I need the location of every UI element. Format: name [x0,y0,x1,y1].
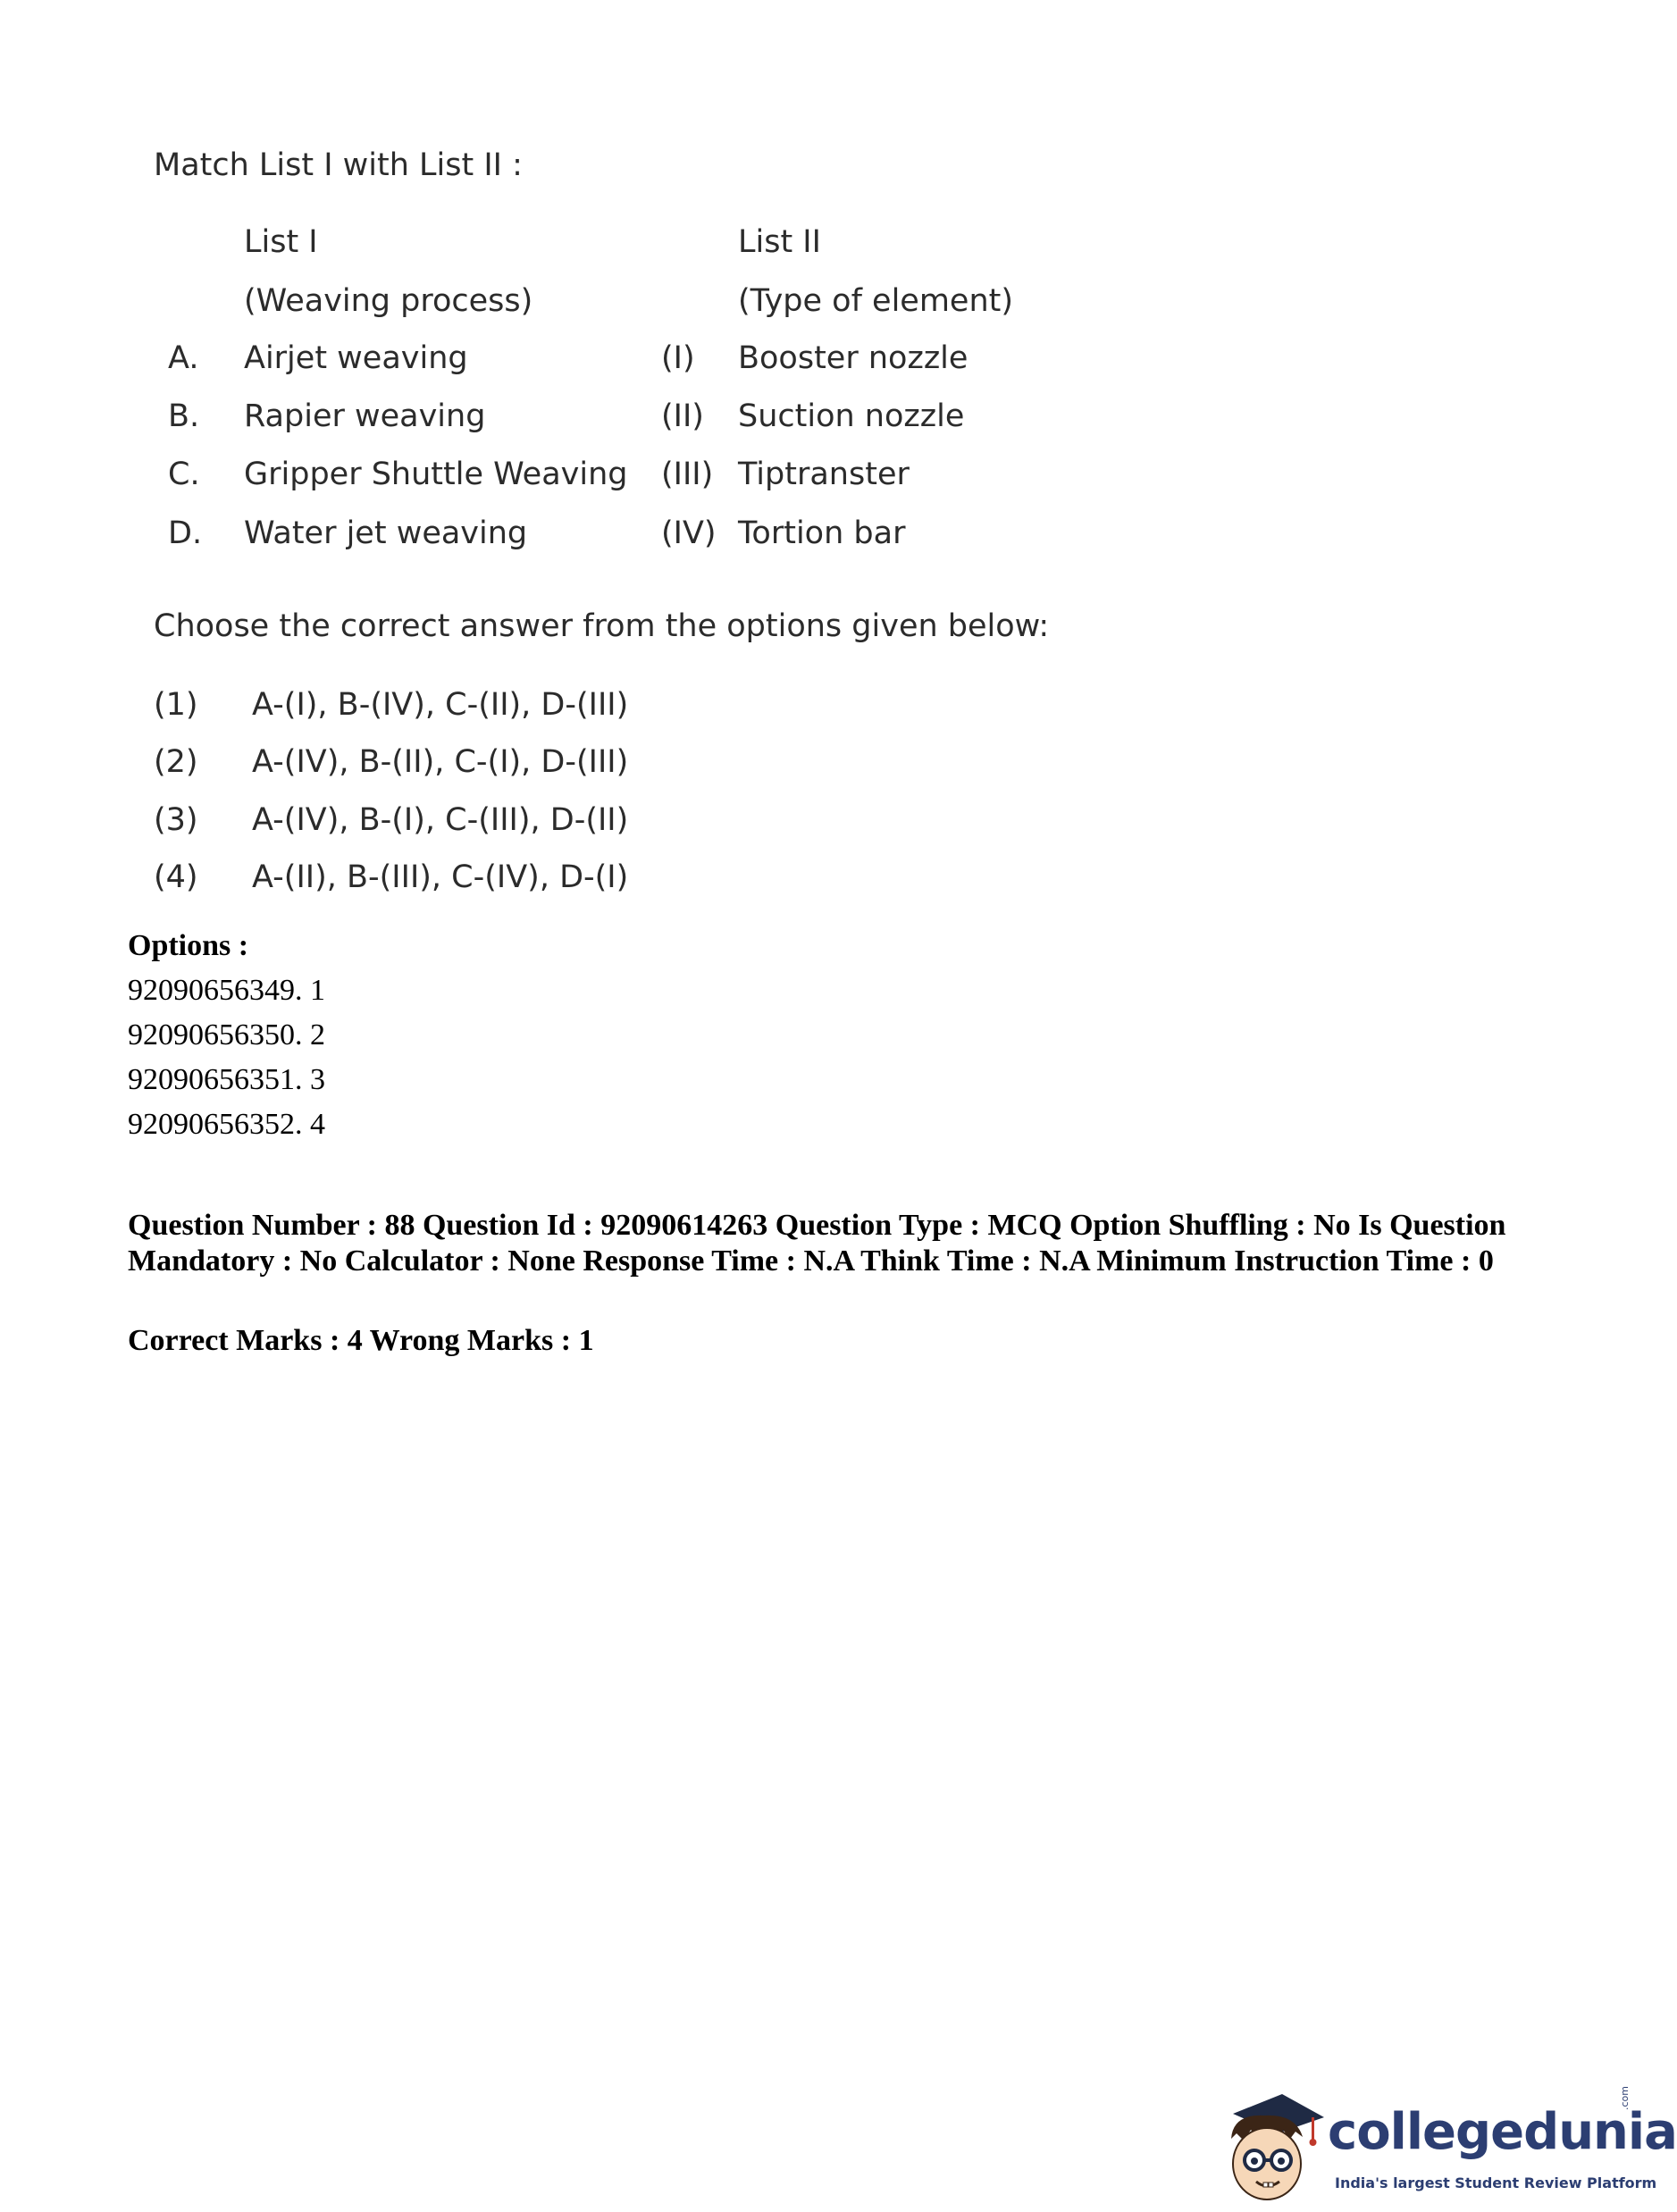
choose-instruction: Choose the correct answer from the options given below: [154,608,1050,644]
logo-com: .com [1619,2086,1631,2110]
row-letter: D. [168,515,203,551]
mascot-icon [1215,2087,1331,2203]
row-numeral: (IV) [661,515,717,551]
row-numeral: (III) [661,457,714,492]
question-info: Question Number : 88 Question Id : 92090614263 Question Type : MCQ Option Shuffling : No Is Question Mandatory : No Calculator : None Response Time : N.A Think Time : N.A Minimum Instruction Time : 0 [128,1209,1506,1278]
choice-text: A-(I), B-(IV), C-(II), D-(III) [252,687,629,723]
list2-header: List II [738,224,821,260]
row-letter: B. [168,398,200,434]
option-id: 92090656350. 2 [128,1018,325,1052]
options-title: Options : [128,929,249,962]
choice-number: (2) [154,744,198,780]
row-item: Gripper Shuttle Weaving [244,457,628,492]
list1-header: List I [244,224,318,260]
row-element: Tiptranster [738,457,910,492]
logo-tagline: India's largest Student Review Platform [1335,2174,1657,2191]
option-id: 92090656351. 3 [128,1063,325,1096]
option-id: 92090656349. 1 [128,974,325,1007]
row-numeral: (I) [661,340,695,376]
logo-wordmark: collegedunia [1328,2103,1677,2161]
row-element: Suction nozzle [738,398,965,434]
choice-text: A-(II), B-(III), C-(IV), D-(I) [252,859,629,895]
choice-text: A-(IV), B-(II), C-(I), D-(III) [252,744,629,780]
row-item: Water jet weaving [244,515,528,551]
choice-number: (3) [154,802,198,838]
choice-text: A-(IV), B-(I), C-(III), D-(II) [252,802,629,838]
question-image [0,0,1640,911]
marks-info: Correct Marks : 4 Wrong Marks : 1 [128,1324,594,1357]
choice-number: (4) [154,859,198,895]
row-element: Tortion bar [738,515,906,551]
collegedunia-logo [1215,2086,1677,2203]
list2-subheader: (Type of element) [738,283,1014,319]
row-item: Airjet weaving [244,340,468,376]
option-id: 92090656352. 4 [128,1108,325,1141]
choice-number: (1) [154,687,198,723]
row-numeral: (II) [661,398,704,434]
row-element: Booster nozzle [738,340,968,376]
row-letter: A. [168,340,199,376]
row-item: Rapier weaving [244,398,486,434]
row-letter: C. [168,457,200,492]
question-intro: Match List I with List II : [154,147,523,183]
list1-subheader: (Weaving process) [244,283,533,319]
